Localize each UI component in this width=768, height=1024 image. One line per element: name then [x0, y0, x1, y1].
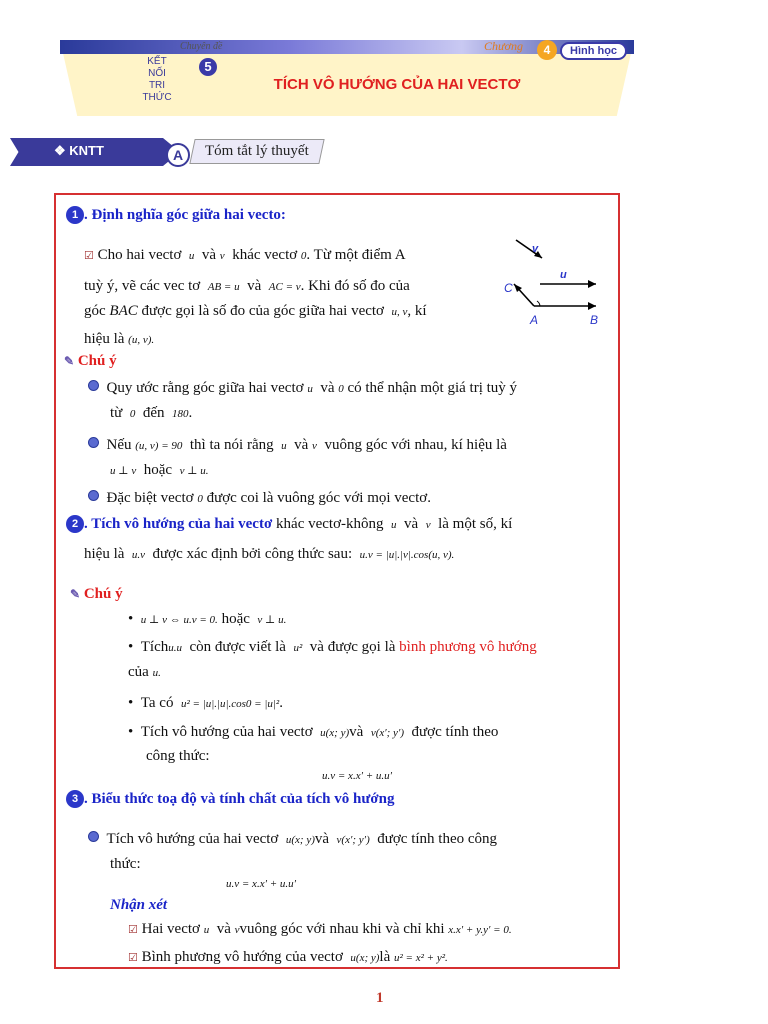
- chuyen-de-label: Chuyên đề: [180, 41, 223, 52]
- note2-b1: • u ⊥ v ⇔ u.v = 0. hoặc v ⊥ u.: [128, 611, 287, 627]
- chuyen-de-number: 5: [199, 58, 217, 76]
- s3-b1-line1: Tích vô hướng của hai vectơ u(x; y)và v(x′; y′) được tính theo công: [88, 830, 497, 849]
- chuong-label: Chương: [484, 39, 523, 53]
- bullet-icon: [88, 831, 99, 842]
- page-number: 1: [376, 990, 384, 1006]
- s3-remark-2: ☑ Bình phương vô hướng của vectơ u(x; y)là u² = x² + y².: [128, 949, 448, 965]
- note1-b3: Đặc biệt vectơ 0 được coi là vuông góc với mọi vectơ.: [88, 489, 431, 508]
- note2-title: ✎ Chú ý: [70, 586, 123, 602]
- s1-line4: hiệu là (u, v).: [84, 331, 155, 347]
- note1-title: ✎ Chú ý: [64, 353, 117, 369]
- fig-label-v: v: [532, 243, 539, 255]
- checkbox-icon: ☑: [128, 952, 138, 964]
- nhan-xet-heading: Nhận xét: [110, 897, 168, 913]
- edit-icon: ✎: [70, 587, 81, 601]
- fig-label-b: B: [590, 313, 599, 327]
- bullet-icon: [88, 490, 99, 501]
- s3-b1-line2: thức:: [110, 856, 141, 872]
- note2-b4-line1: • Tích vô hướng của hai vectơ u(x; y)và v(x′; y′) được tính theo: [128, 724, 499, 740]
- ket-noi-tri-thuc-logo: KẾT NỐI TRI THỨC: [142, 56, 172, 103]
- s1-line1: ☑ Cho hai vectơ u và v khác vectơ 0. Từ một điểm A: [84, 247, 406, 263]
- note2-b2-line2: của u.: [128, 664, 161, 680]
- note1-b1-line1: Quy ước rằng góc giữa hai vectơ u và 0 có thể nhận một giá trị tuỳ ý: [88, 379, 517, 398]
- note2-formula: u.v = x.x′ + u.u′: [322, 770, 393, 782]
- section-letter: A: [166, 143, 190, 167]
- fig-label-u: u: [560, 269, 567, 281]
- checkbox-icon: ☑: [84, 250, 94, 262]
- fig-label-c: C: [504, 281, 513, 295]
- note2-b3: • Ta có u² = |u|.|u|.cos0 = |u|².: [128, 695, 283, 711]
- s1-line2: tuỳ ý, vẽ các vec tơ AB = u và AC = v. Khi đó số đo của: [84, 278, 410, 294]
- s3-formula: u.v = x.x′ + u.u′: [226, 878, 297, 890]
- fig-label-a: A: [530, 313, 539, 327]
- bullet-icon: [88, 380, 99, 391]
- s1-line3: góc BAC được gọi là số đo của góc giữa hai vectơ u, v, kí: [84, 303, 427, 319]
- note1-b1-line2: từ 0 đến 180.: [110, 405, 193, 421]
- edit-icon: ✎: [64, 354, 75, 368]
- s2-line2: hiệu là u.v được xác định bởi công thức sau: u.v = |u|.|v|.cos(u, v).: [84, 546, 455, 562]
- s3-remark-1: ☑ Hai vectơ u và vvuông góc với nhau khi và chỉ khi x.x′ + y.y′ = 0.: [128, 921, 512, 937]
- bullet-icon: [88, 437, 99, 448]
- subject-badge: Hình học: [560, 42, 627, 60]
- angle-figure: [500, 232, 612, 332]
- page-title: TÍCH VÔ HƯỚNG CỦA HAI VECTƠ: [273, 76, 521, 93]
- s1-heading: 1 . Định nghĩa góc giữa hai vecto:: [66, 206, 286, 224]
- s3-heading: 3 . Biểu thức toạ độ và tính chất của tích vô hướng: [66, 790, 395, 808]
- note1-b2-line1: Nếu (u, v) = 90 thì ta nói rằng u và v vuông góc với nhau, kí hiệu là: [88, 436, 507, 455]
- chuong-number: 4: [537, 40, 557, 60]
- section-title: Tóm tắt lý thuyết: [189, 139, 324, 164]
- note1-b2-line2: u ⊥ v hoặc v ⊥ u.: [110, 462, 209, 478]
- section-tag: ❖ KNTT: [54, 143, 104, 158]
- note2-b4-line2: công thức:: [146, 748, 210, 764]
- checkbox-icon: ☑: [128, 924, 138, 936]
- note2-b2-line1: • Tíchu.u còn được viết là u² và được gọi là bình phương vô hướng: [128, 639, 537, 655]
- s2-line1: 2 . Tích vô hướng của hai vectơ khác vectơ-không u và v là một số, kí: [66, 515, 512, 534]
